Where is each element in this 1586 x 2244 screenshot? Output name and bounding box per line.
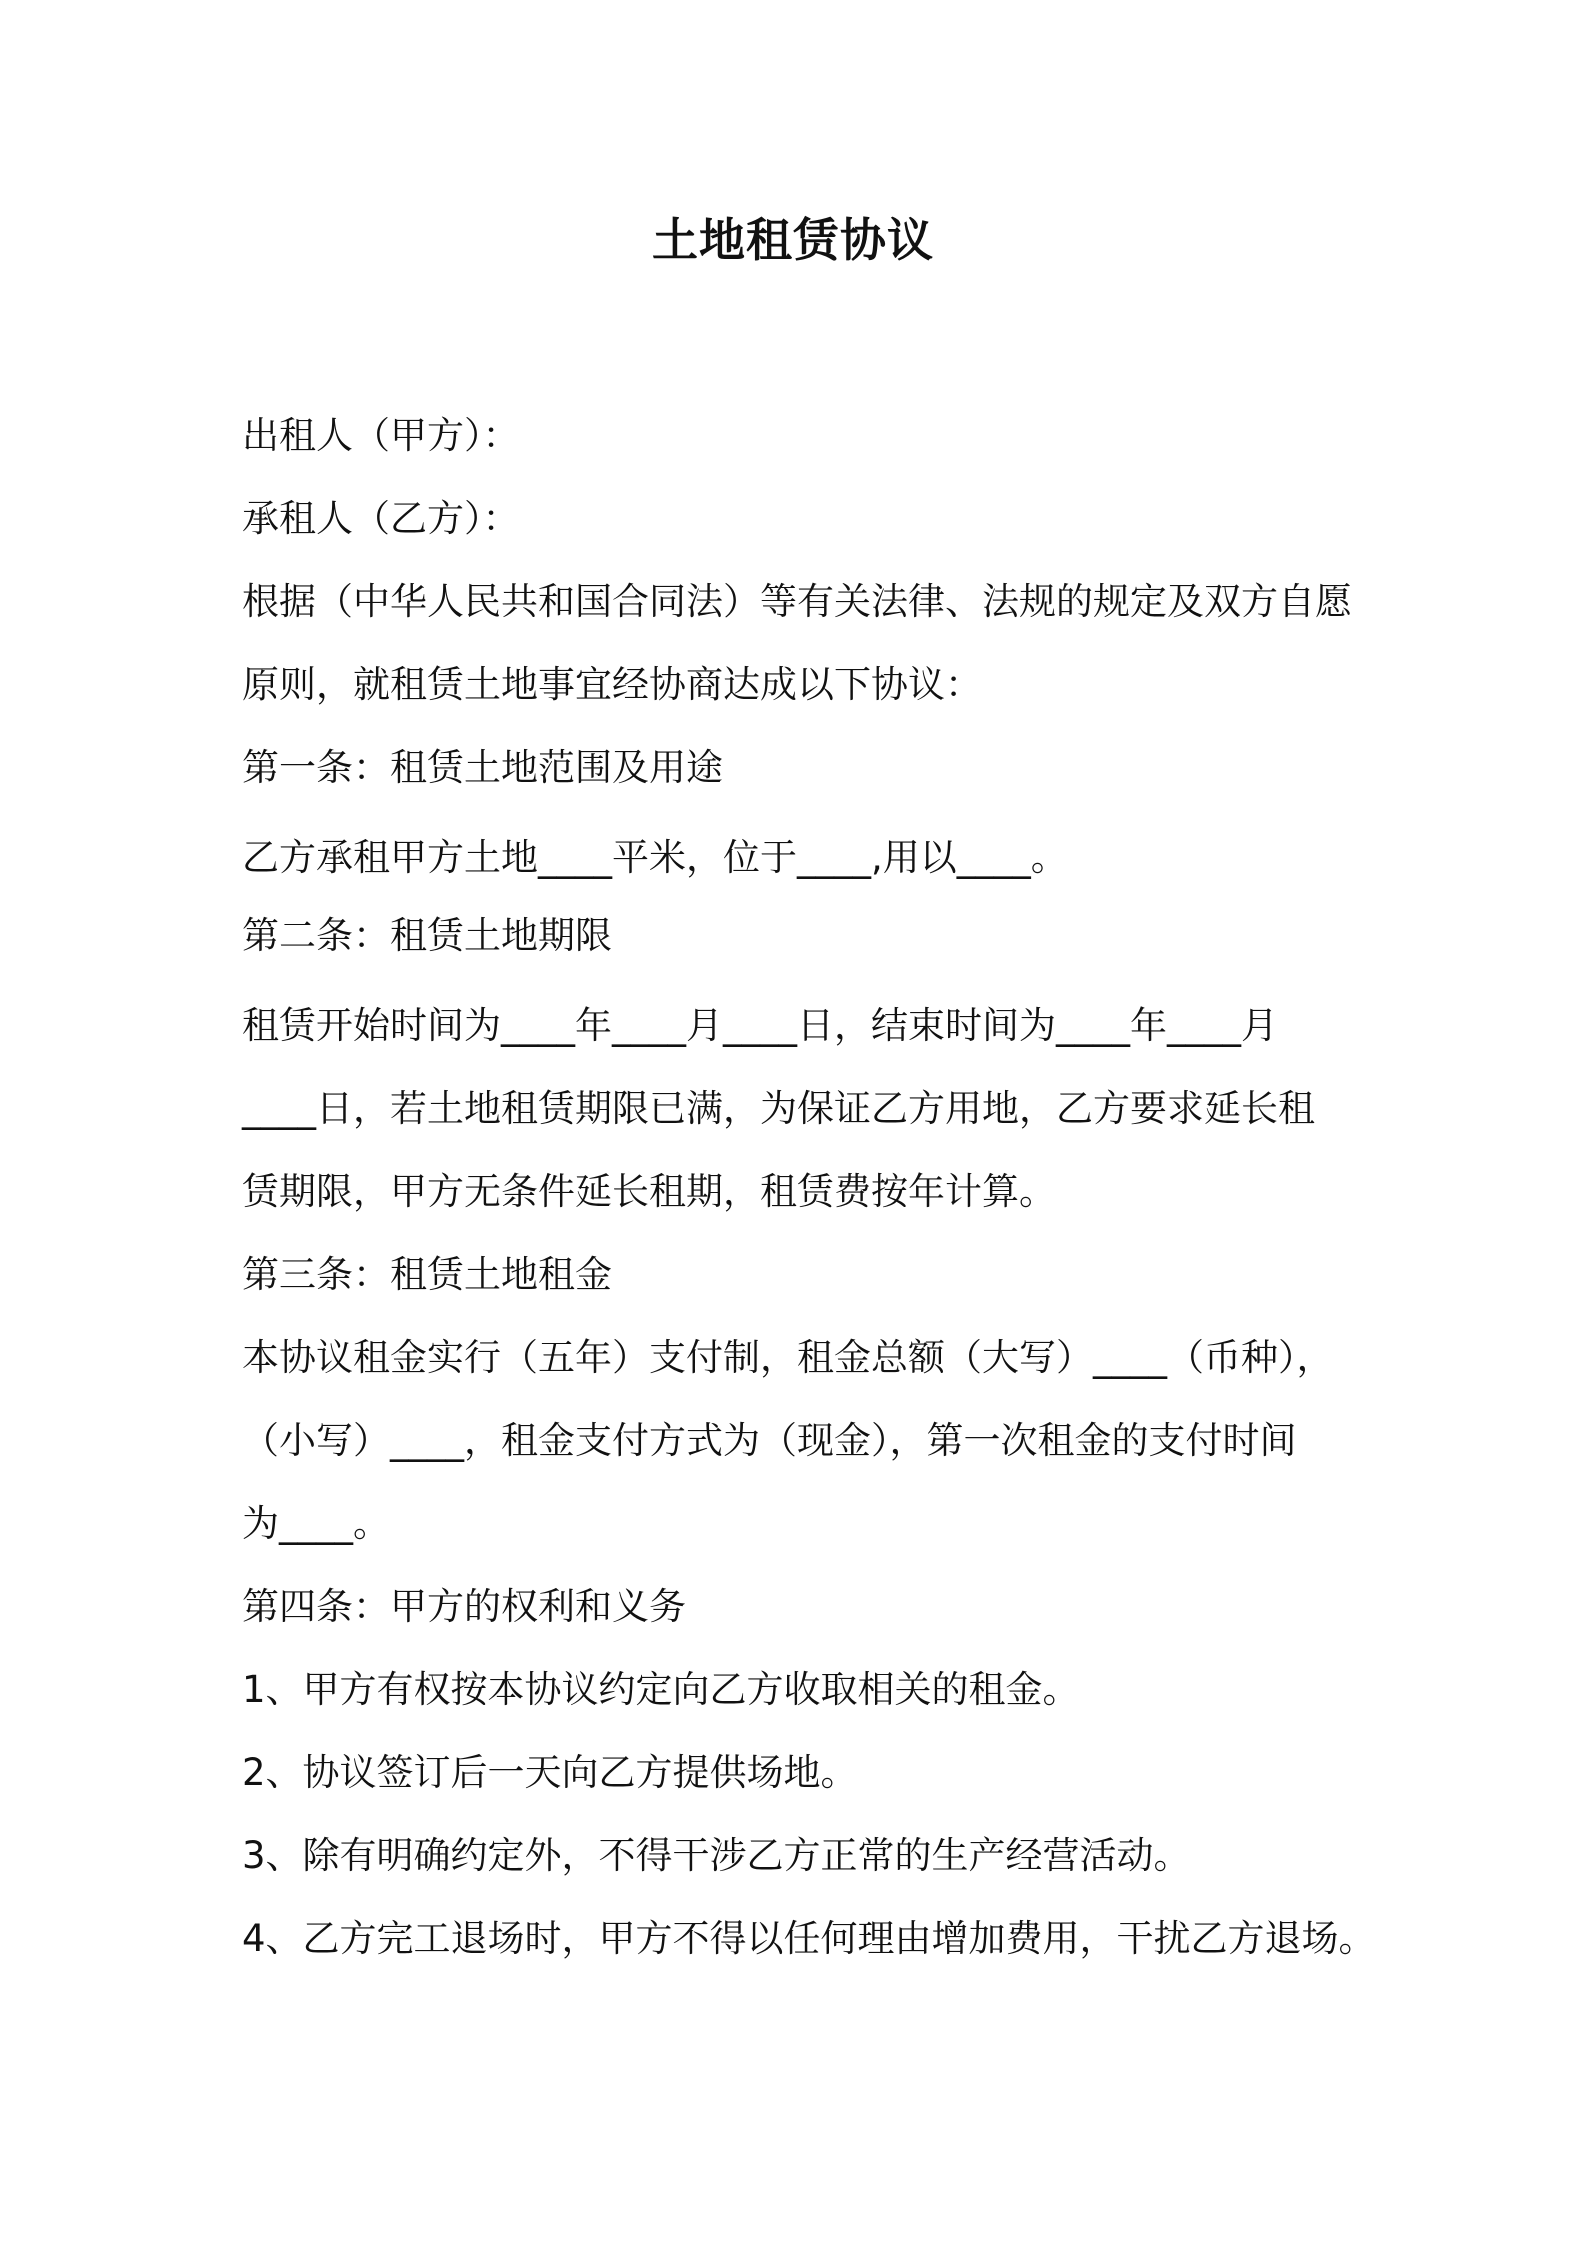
article-4-item-4: 4、乙方完工退场时，甲方不得以任何理由增加费用，干扰乙方退场。: [242, 1917, 1376, 1960]
article-4-item-1: 1、甲方有权按本协议约定向乙方收取相关的租金。: [242, 1668, 1080, 1711]
article-3-heading: 第三条：租赁土地租金: [242, 1253, 612, 1296]
article-3-body-line-2: （小写）____，租金支付方式为（现金），第一次租金的支付时间: [242, 1419, 1297, 1462]
article-2-body-line-1: 租赁开始时间为____年____月____日，结束时间为____年____月: [242, 1004, 1278, 1047]
preamble-line-2: 原则，就租赁土地事宜经协商达成以下协议：: [242, 663, 982, 706]
document-title: 土地租赁协议: [652, 213, 934, 267]
lessee-line: 承租人（乙方）：: [242, 497, 520, 540]
lessor-line: 出租人（甲方）：: [242, 414, 520, 457]
article-2-body-line-2: ____日，若土地租赁期限已满，为保证乙方用地，乙方要求延长租: [242, 1087, 1315, 1130]
article-3-body-line-1: 本协议租金实行（五年）支付制，租金总额（大写）____（币种），: [242, 1336, 1334, 1379]
article-3-body-line-3: 为____。: [242, 1502, 390, 1545]
article-4-item-3: 3、除有明确约定外，不得干涉乙方正常的生产经营活动。: [242, 1834, 1191, 1877]
article-2-heading: 第二条：租赁土地期限: [242, 914, 612, 957]
preamble-line-1: 根据（中华人民共和国合同法）等有关法律、法规的规定及双方自愿: [242, 580, 1352, 623]
article-1-heading: 第一条：租赁土地范围及用途: [242, 746, 723, 789]
article-1-body: 乙方承租甲方土地____平米，位于____,用以____。: [242, 836, 1068, 879]
article-4-heading: 第四条：甲方的权利和义务: [242, 1585, 686, 1628]
article-4-item-2: 2、协议签订后一天向乙方提供场地。: [242, 1751, 858, 1794]
article-2-body-line-3: 赁期限，甲方无条件延长租期，租赁费按年计算。: [242, 1170, 1056, 1213]
